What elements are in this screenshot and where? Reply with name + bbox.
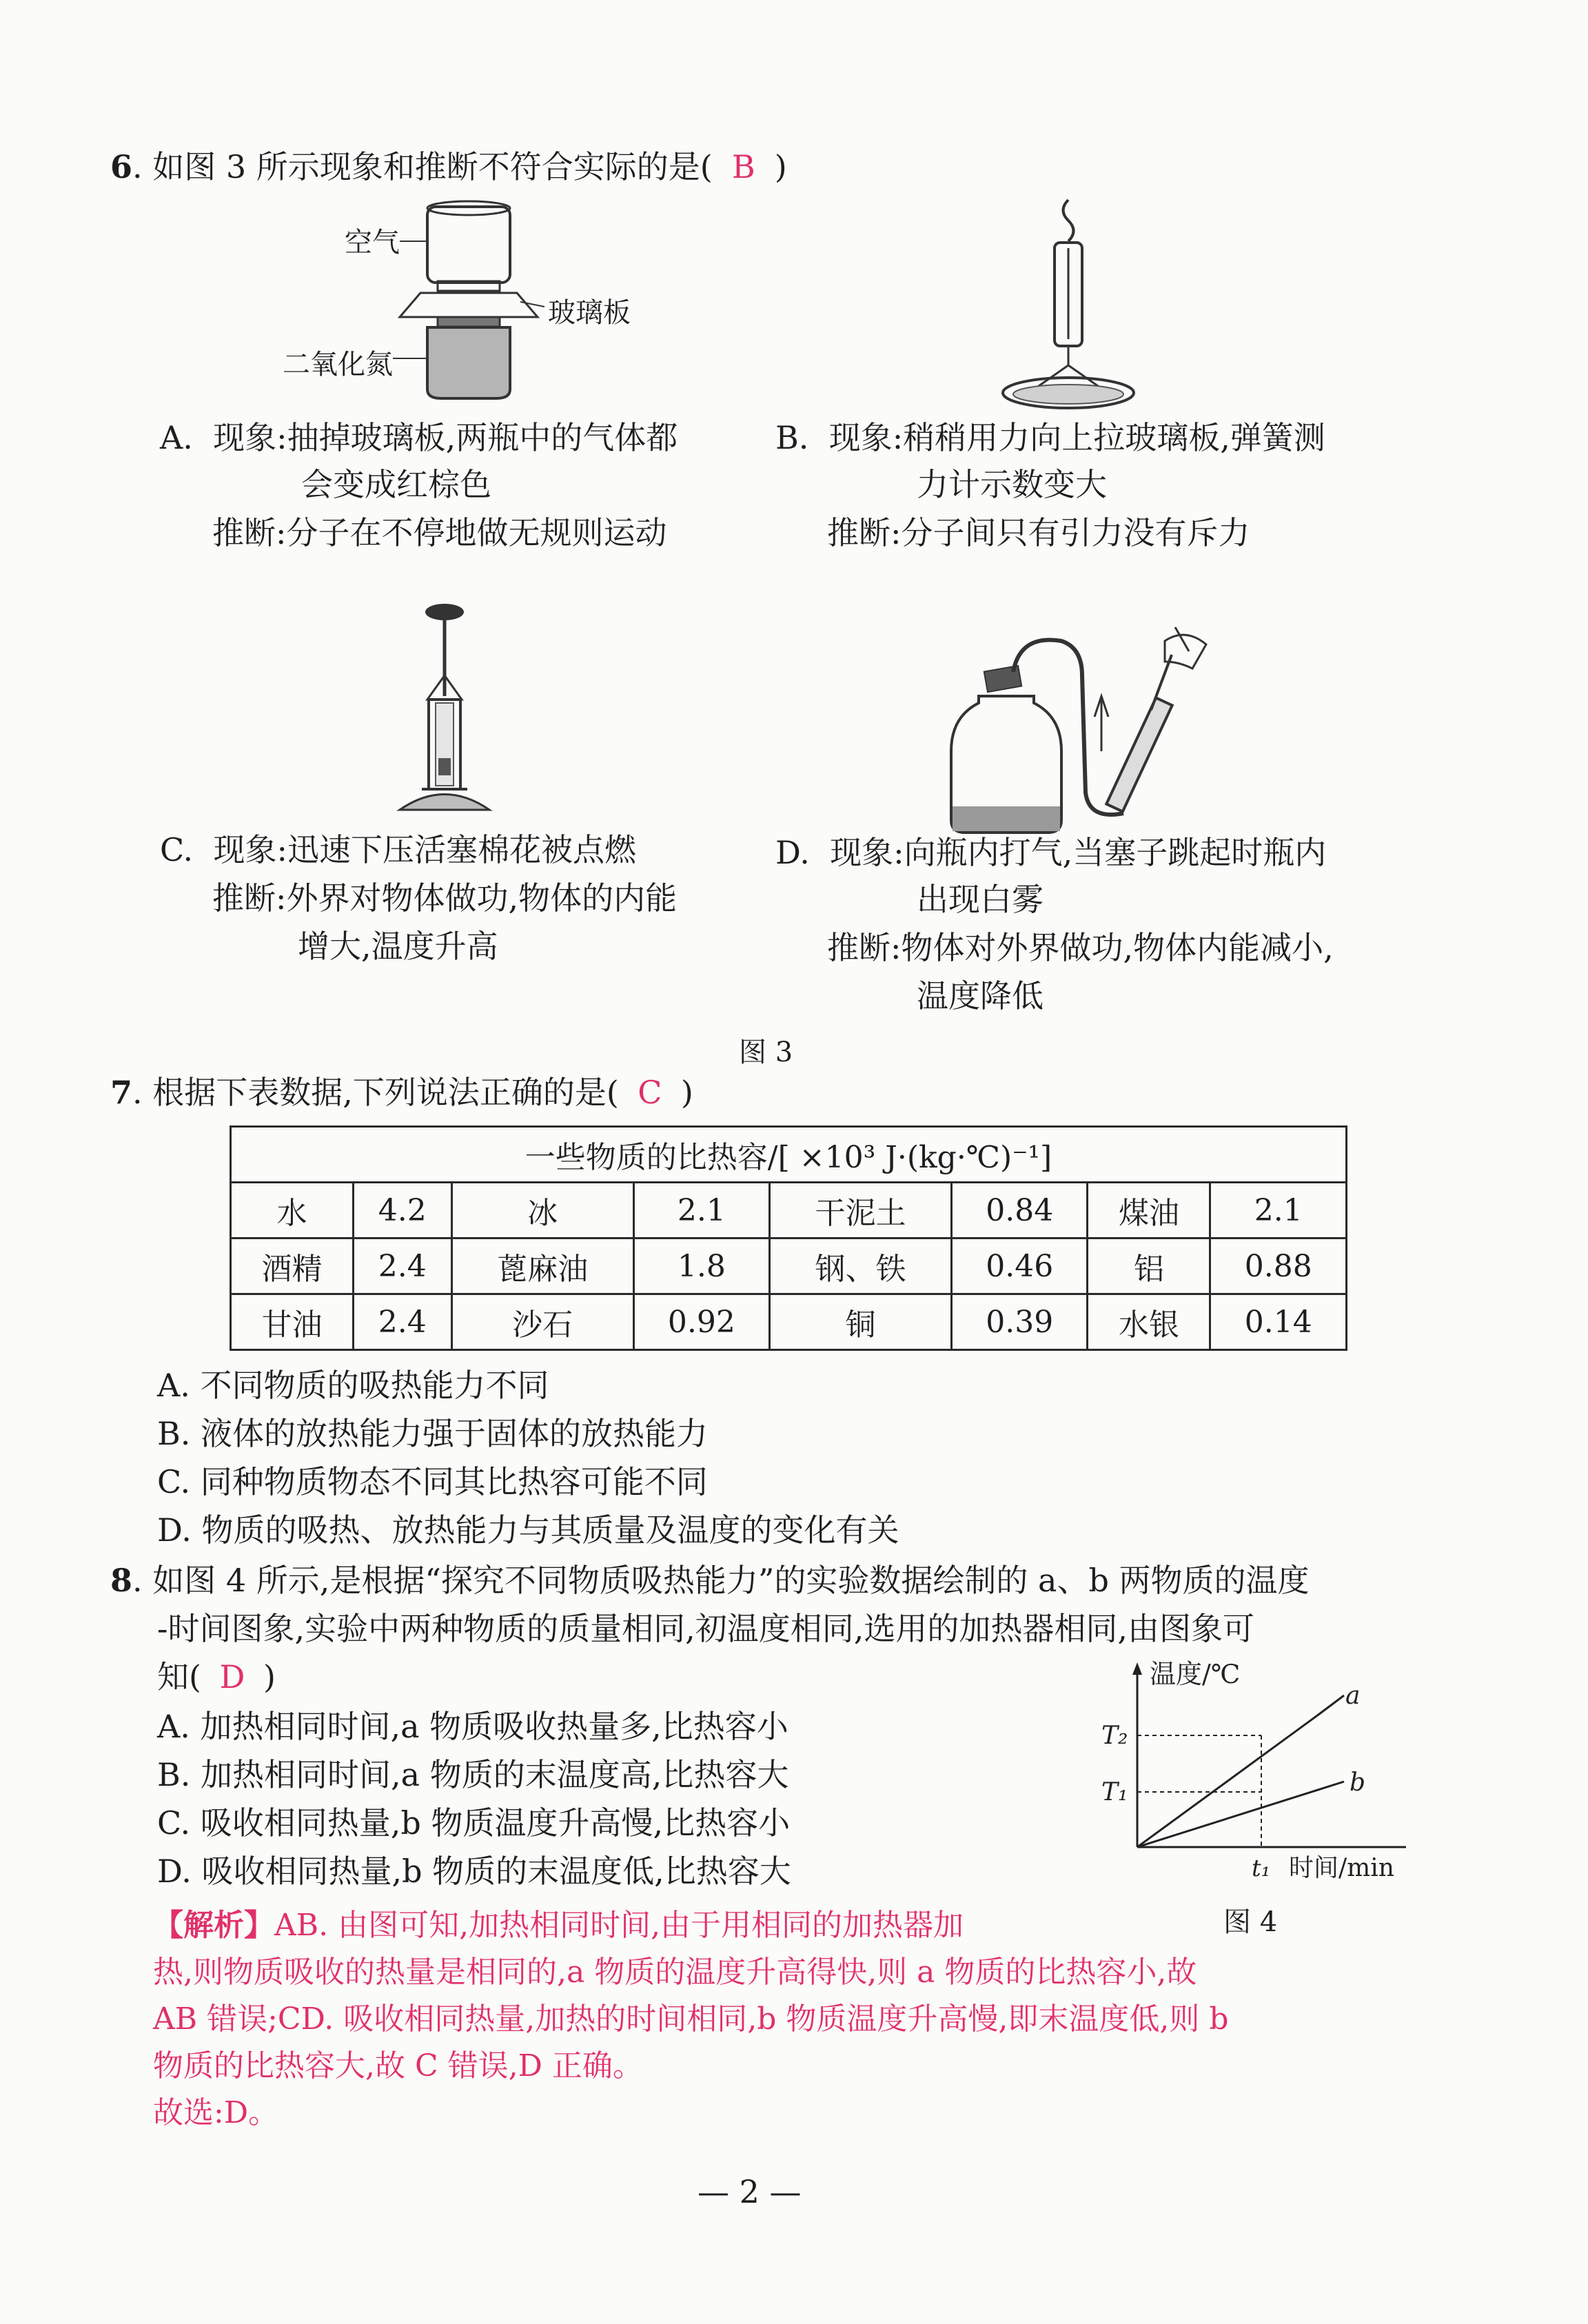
table-cell: 干泥土 xyxy=(770,1183,952,1239)
label-glass-plate: 玻璃板 xyxy=(548,297,631,329)
q6-option-b-phen xyxy=(775,417,1325,458)
figure-4-graph xyxy=(1089,1654,1434,1888)
table-cell: 铝 xyxy=(1088,1239,1210,1294)
q6-option-a-phen-2: 会变成红棕色 xyxy=(301,466,491,503)
y-axis-arrow xyxy=(1132,1662,1142,1675)
table-cell: 0.88 xyxy=(1210,1239,1347,1294)
label-no2: 二氧化氮 xyxy=(283,349,393,380)
analysis-line-5: 故选:D。 xyxy=(153,2095,279,2130)
page-number: — 2 — xyxy=(698,2173,802,2210)
figure-3-caption: 图 3 xyxy=(739,1037,793,1068)
figure-d-bottle-pump xyxy=(944,613,1234,841)
q6-option-b-inf-1: 分子间只有引力没有斥力 xyxy=(901,514,1250,551)
graph-label-t1: T₁ xyxy=(1101,1778,1128,1806)
q6-option-c-phen xyxy=(160,829,636,870)
q6-option-a-key: A. xyxy=(160,419,193,456)
table-cell: 4.2 xyxy=(353,1183,451,1239)
q6-option-b-phen-1: 稍稍用力向上拉玻璃板,弹簧测 xyxy=(903,419,1325,456)
q6-option-c-inf xyxy=(212,877,677,919)
q6-option-b-inf xyxy=(827,512,1250,553)
q6-option-d-phen-1: 向瓶内打气,当塞子跳起时瓶内 xyxy=(904,834,1327,871)
q6-option-d-inf xyxy=(827,927,1334,968)
analysis-text-1: AB. 由图可知,加热相同时间,由于用相同的加热器加 xyxy=(274,1908,964,1943)
q7-close: ) xyxy=(680,1074,693,1111)
q7-option-c: C. 同种物质物态不同其比热容可能不同 xyxy=(157,1463,708,1500)
q8-option-d: D. 吸收相同热量,b 物质的末温度低,比热容大 xyxy=(157,1853,791,1890)
table-cell: 煤油 xyxy=(1088,1183,1210,1239)
q7-stem-text: 根据下表数据,下列说法正确的是( xyxy=(152,1074,619,1111)
q6-option-d-phen-label: 现象: xyxy=(830,834,904,871)
q6-option-c-inf-1: 外界对物体做功,物体的内能 xyxy=(286,879,678,917)
q6-option-d-inf-label: 推断: xyxy=(827,929,902,966)
q6-option-a-inf-label: 推断: xyxy=(212,514,287,551)
table-title: 一些物质的比热容/[ ×10³ J·(kg·℃)⁻¹] xyxy=(231,1127,1347,1183)
table-cell: 0.92 xyxy=(633,1294,769,1350)
q7-number: 7 xyxy=(110,1074,133,1111)
specific-heat-table xyxy=(230,1125,1347,1351)
table-cell: 甘油 xyxy=(231,1294,354,1350)
graph-y-label: 温度/℃ xyxy=(1150,1659,1241,1689)
table-cell: 冰 xyxy=(451,1183,633,1239)
q7-option-d: D. 物质的吸热、放热能力与其质量及温度的变化有关 xyxy=(157,1511,899,1549)
table-cell: 0.39 xyxy=(952,1294,1088,1350)
q7-stem: 7. 根据下表数据,下列说法正确的是( C ) xyxy=(110,1072,693,1113)
q6-option-b-key: B. xyxy=(775,419,809,456)
figure-4-caption: 图 4 xyxy=(1223,1906,1278,1938)
analysis-line-1 xyxy=(153,1902,964,1949)
q7-option-a: A. 不同物质的吸热能力不同 xyxy=(157,1367,549,1404)
table-cell: 蓖麻油 xyxy=(451,1239,633,1294)
table-cell: 0.84 xyxy=(952,1183,1088,1239)
table-row xyxy=(231,1239,1347,1294)
graph-label-b: b xyxy=(1350,1769,1366,1797)
q6-option-d-key: D. xyxy=(775,834,810,871)
q8-answer: D xyxy=(219,1658,245,1695)
q6-stem-text: 如图 3 所示现象和推断不符合实际的是( xyxy=(152,148,713,185)
table-cell: 1.8 xyxy=(633,1239,769,1294)
q6-option-b-phen-label: 现象: xyxy=(828,419,904,456)
q8-option-b: B. 加热相同时间,a 物质的末温度高,比热容大 xyxy=(157,1756,789,1793)
q6-option-a-inf-1: 分子在不停地做无规则运动 xyxy=(286,514,667,551)
q8-line-2: -时间图象,实验中两种物质的质量相同,初温度相同,选用的加热器相同,由图象可 xyxy=(157,1610,1255,1647)
q8-line-1: 8. 如图 4 所示,是根据“探究不同物质吸热能力”的实验数据绘制的 a、b 两物质的温度 xyxy=(110,1562,1310,1599)
table-cell: 沙石 xyxy=(451,1294,633,1350)
figure-b-spring-scale xyxy=(986,193,1165,414)
table-cell: 水银 xyxy=(1088,1294,1210,1350)
table-cell: 酒精 xyxy=(231,1239,354,1294)
q8-close: ) xyxy=(263,1658,276,1695)
table-cell: 2.1 xyxy=(1210,1183,1347,1239)
table-cell: 2.1 xyxy=(633,1183,769,1239)
q6-stem: 6. 如图 3 所示现象和推断不符合实际的是( B ) xyxy=(110,146,787,187)
q6-option-b-phen-2: 力计示数变大 xyxy=(917,466,1107,503)
analysis-line-3: AB 错误;CD. 吸收相同热量,加热的时间相同,b 物质温度升高慢,即末温度低,则 b xyxy=(153,2001,1229,2037)
line-a-tail xyxy=(1316,1695,1344,1716)
figure-c-fire-syringe xyxy=(386,600,510,827)
q6-number: 6 xyxy=(110,148,133,185)
q6-option-d-inf-1: 物体对外界做功,物体内能减小, xyxy=(901,929,1334,966)
q7-option-b: B. 液体的放热能力强于固体的放热能力 xyxy=(157,1415,709,1452)
table-row xyxy=(231,1183,1347,1239)
q6-option-a-phen-1: 抽掉玻璃板,两瓶中的气体都 xyxy=(287,419,678,456)
table-cell: 钢、铁 xyxy=(770,1239,952,1294)
q8-option-a: A. 加热相同时间,a 物质吸收热量多,比热容小 xyxy=(157,1708,788,1745)
label-air: 空气 xyxy=(345,227,400,258)
q6-option-d-inf-2: 温度降低 xyxy=(917,977,1044,1015)
analysis-label: 【解析】 xyxy=(153,1908,274,1943)
table-title-row xyxy=(231,1127,1347,1183)
table-cell: 2.4 xyxy=(353,1239,451,1294)
q6-answer: B xyxy=(731,148,755,185)
q8-line-1-text: 如图 4 所示,是根据“探究不同物质吸热能力”的实验数据绘制的 a、b 两物质的温度 xyxy=(152,1562,1310,1599)
graph-x-label: 时间/min xyxy=(1289,1854,1394,1882)
q6-option-c-key: C. xyxy=(160,831,194,868)
q7-answer: C xyxy=(638,1074,662,1111)
q6-option-c-inf-2: 增大,温度升高 xyxy=(298,928,498,965)
graph-label-a: a xyxy=(1345,1682,1361,1710)
table-cell: 0.46 xyxy=(952,1239,1088,1294)
q8-line-3-pre: 知( xyxy=(157,1658,201,1695)
table-cell: 2.4 xyxy=(353,1294,451,1350)
q8-option-c: C. 吸收相同热量,b 物质温度升高慢,比热容小 xyxy=(157,1804,791,1842)
table-cell: 0.14 xyxy=(1210,1294,1347,1350)
q8-number: 8 xyxy=(110,1562,133,1599)
q6-option-a-phen xyxy=(160,417,678,458)
q6-close: ) xyxy=(774,148,787,185)
graph-label-t2: T₂ xyxy=(1101,1722,1128,1750)
q6-option-c-inf-label: 推断: xyxy=(212,879,287,917)
q6-option-c-phen-label: 现象: xyxy=(213,831,287,868)
analysis-line-4: 物质的比热容大,故 C 错误,D 正确。 xyxy=(153,2048,643,2083)
table-row xyxy=(231,1294,1347,1350)
q6-option-d-phen xyxy=(775,832,1326,873)
q6-option-b-inf-label: 推断: xyxy=(827,514,902,551)
q8-line-3 xyxy=(157,1656,276,1698)
q6-option-d-phen-2: 出现白雾 xyxy=(917,881,1044,918)
analysis-line-2: 热,则物质吸收的热量是相同的,a 物质的温度升高得快,则 a 物质的比热容小,故 xyxy=(153,1955,1197,1990)
graph-label-time-t1: t₁ xyxy=(1252,1855,1271,1882)
table-cell: 水 xyxy=(231,1183,354,1239)
q6-option-a-phen-label: 现象: xyxy=(213,419,287,456)
q6-option-a-inf xyxy=(212,512,667,553)
table-cell: 铜 xyxy=(770,1294,952,1350)
q6-option-c-phen-1: 迅速下压活塞棉花被点燃 xyxy=(287,831,636,868)
